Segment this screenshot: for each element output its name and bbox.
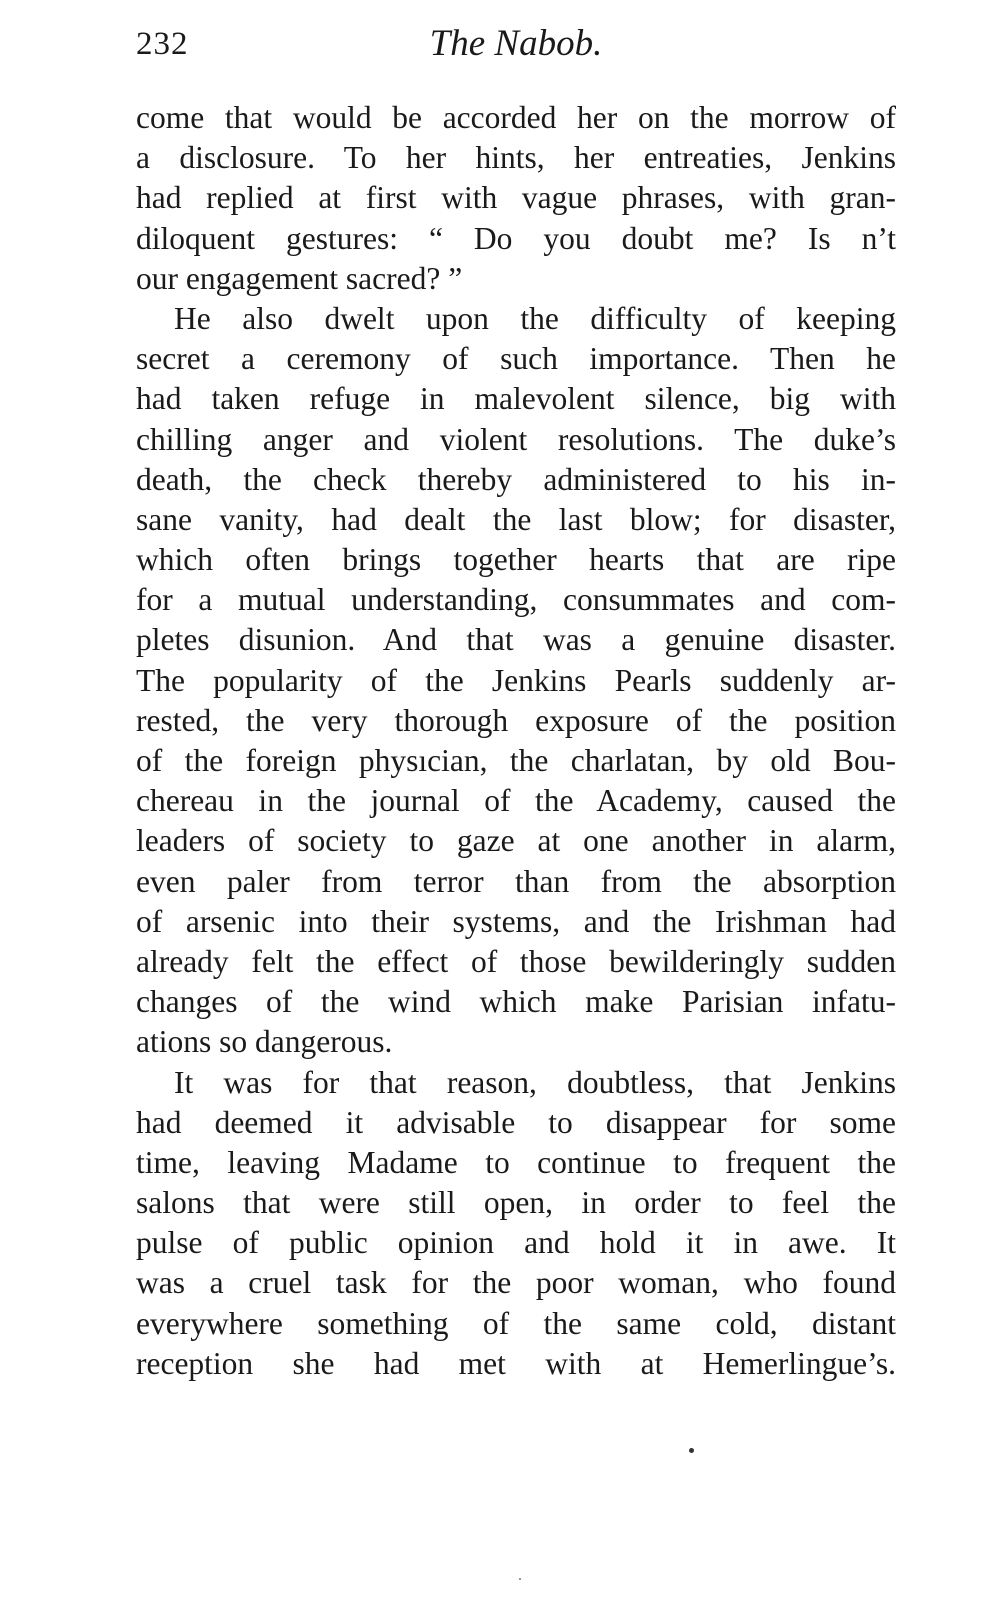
text-line: rested, the very thorough exposure of the position (136, 702, 896, 738)
text-line: The popularity of the Jenkins Pearls suddenly ar- (136, 662, 896, 698)
ink-speck (519, 1578, 521, 1580)
text-line: come that would be accorded her on the morrow of (136, 100, 896, 135)
paragraph-1 (136, 98, 896, 299)
text-line: death, the check thereby administered to his in- (136, 461, 896, 497)
text-line: had deemed it advisable to disappear for some (136, 1104, 896, 1140)
text-line: diloquent gestures: “ Do you doubt me? Is n’t (136, 220, 896, 256)
book-title: The Nabob. (429, 23, 603, 64)
text-line: ations so dangerous. (136, 1024, 393, 1060)
text-line: a disclosure. To her hints, her entreaties, Jenkins (136, 140, 896, 176)
text-line: changes of the wind which make Parisian infatu- (136, 984, 896, 1020)
text-line: time, leaving Madame to continue to frequent the (136, 1144, 896, 1180)
paragraph-2 (136, 299, 896, 1063)
text-line: secret a ceremony of such importance. Then he (136, 341, 896, 377)
text-line: of arsenic into their systems, and the Irishman had (136, 903, 896, 939)
text-line: even paler from terror than from the absorption (136, 863, 896, 899)
page-number: 232 (136, 26, 189, 62)
text-line: pulse of public opinion and hold it in awe. It (136, 1225, 896, 1261)
text-line: chereau in the journal of the Academy, caused the (136, 783, 896, 819)
text-line: for a mutual understanding, consummates and com- (136, 582, 896, 618)
text-line: He also dwelt upon the difficulty of keeping (174, 300, 896, 336)
text-line: our engagement sacred? ” (136, 260, 463, 296)
text-line: which often brings together hearts that are ripe (136, 542, 896, 578)
text-line: had replied at first with vague phrases, with gran- (136, 180, 896, 216)
paragraph-3 (136, 1063, 896, 1385)
text-line: had taken refuge in malevolent silence, big with (136, 381, 896, 417)
text-line: It was for that reason, doubtless, that Jenkins (174, 1064, 896, 1100)
text-line: was a cruel task for the poor woman, who found (136, 1265, 896, 1301)
text-line: salons that were still open, in order to feel the (136, 1185, 896, 1221)
body-text (136, 98, 896, 1384)
text-line: of the foreign physıcian, the charlatan, by old Bou- (136, 743, 896, 778)
text-line: sane vanity, had dealt the last blow; for disaster, (136, 501, 896, 537)
text-line: everywhere something of the same cold, distant (136, 1305, 896, 1341)
text-line: reception she had met with at Hemerlingue’s. (136, 1345, 896, 1381)
text-line: pletes disunion. And that was a genuine disaster. (136, 622, 896, 658)
running-head (136, 22, 896, 74)
text-line: already felt the effect of those bewilderingly sudden (136, 943, 896, 979)
text-line: chilling anger and violent resolutions. The duke’s (136, 421, 896, 457)
text-line: leaders of society to gaze at one another in alarm, (136, 823, 896, 859)
ink-speck (689, 1448, 694, 1453)
